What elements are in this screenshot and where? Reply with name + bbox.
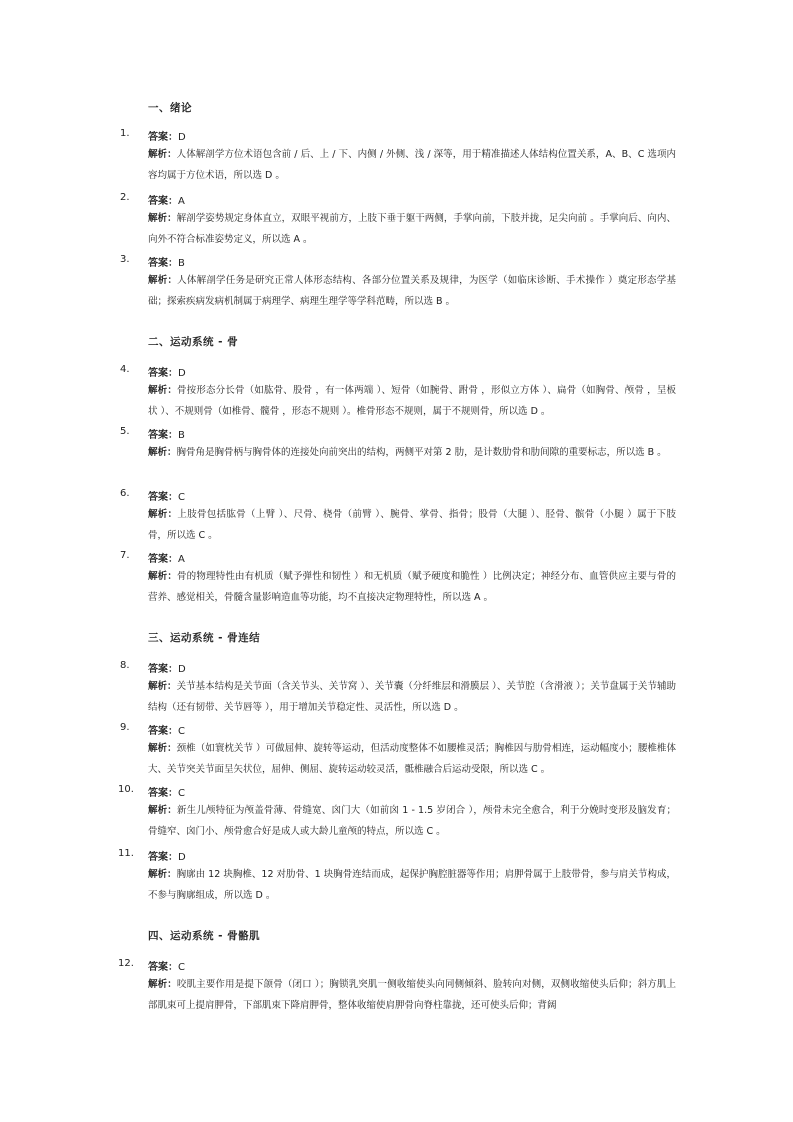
answer-line — [148, 426, 185, 441]
answer-line — [148, 784, 185, 799]
analysis-body: 关节基本结构是关节面（含关节头、关节窝 ）、关节囊（分纤维层和滑膜层 ）、关节腔（含滑液 ）；关节盘属于关节辅助结构（还有韧带、关节唇等 ），用于增加关节稳定性、灵活性，所以选 D 。 — [148, 681, 676, 713]
analysis-label: 解析： — [148, 571, 177, 582]
answer-label: 答案： — [148, 852, 178, 863]
analysis-body: 骨的物理特性由有机质（赋予弹性和韧性 ）和无机质（赋予硬度和脆性 ）比例决定；神经分布、血管供应主要与骨的营养、感觉相关，骨髓含量影响造血等功能，均不直接决定物理特性，所以选 A 。 — [148, 571, 676, 603]
analysis-text — [148, 800, 676, 842]
answer-line — [148, 128, 186, 143]
analysis-label: 解析： — [148, 149, 177, 160]
analysis-text — [148, 864, 676, 906]
question-number: 1. — [120, 128, 130, 139]
answer-value: A — [178, 554, 185, 565]
analysis-text — [148, 566, 676, 608]
analysis-text — [148, 208, 676, 250]
answer-value: C — [178, 962, 185, 973]
analysis-label: 解析： — [148, 509, 178, 520]
analysis-body: 人体解剖学任务是研究正常人体形态结构、各部分位置关系及规律，为医学（如临床诊断、手术操作 ）奠定形态学基础；探索疾病发病机制属于病理学、病理生理学等学科范畴，所以选 B 。 — [148, 275, 676, 307]
analysis-body: 人体解剖学方位术语包含前 / 后、上 / 下、内侧 / 外侧、浅 / 深等，用于精准描述人体结构位置关系，A、B、C 选项内容均属于方位术语，所以选 D 。 — [148, 149, 676, 181]
answer-label: 答案： — [148, 962, 178, 973]
analysis-body: 胸廓由 12 块胸椎、12 对肋骨、1 块胸骨连结而成，起保护胸腔脏器等作用；肩胛骨属于上肢带骨，参与肩关节构成，不参与胸廓组成，所以选 D 。 — [148, 869, 676, 901]
analysis-label: 解析： — [148, 743, 177, 754]
section-title: 四、运动系统 - 骨骼肌 — [148, 930, 261, 942]
answer-label: 答案： — [148, 196, 178, 207]
answer-value: D — [178, 368, 186, 379]
analysis-label: 解析： — [148, 805, 177, 816]
analysis-label: 解析： — [148, 385, 177, 396]
answer-line — [148, 364, 186, 379]
analysis-body: 解剖学姿势规定身体直立，双眼平视前方，上肢下垂于躯干两侧，手掌向前，下肢并拢，足尖向前 。手掌向后、向内、向外不符合标准姿势定义，所以选 A 。 — [148, 213, 676, 245]
question-number: 3. — [120, 254, 130, 265]
answer-value: C — [178, 726, 185, 737]
answer-label: 答案： — [148, 788, 178, 799]
answer-value: D — [178, 132, 186, 143]
analysis-label: 解析： — [148, 275, 178, 286]
question-number: 6. — [120, 488, 130, 499]
question-number: 4. — [120, 364, 130, 375]
answer-line — [148, 722, 185, 737]
answer-label: 答案： — [148, 664, 178, 675]
question-number: 12. — [118, 958, 134, 969]
answer-line — [148, 550, 185, 565]
question-number: 11. — [118, 848, 134, 859]
analysis-label: 解析： — [148, 979, 177, 990]
section-title: 一、绪论 — [148, 102, 192, 114]
answer-label: 答案： — [148, 554, 178, 565]
question-number: 10. — [118, 784, 134, 795]
answer-label: 答案： — [148, 258, 178, 269]
analysis-text — [148, 974, 676, 1016]
answer-line — [148, 254, 185, 269]
answer-line — [148, 660, 186, 675]
analysis-text — [148, 270, 676, 312]
answer-value: A — [178, 196, 185, 207]
answer-label: 答案： — [148, 726, 178, 737]
answer-label: 答案： — [148, 430, 178, 441]
analysis-body: 上肢骨包括肱骨（上臂 ）、尺骨、桡骨（前臂 ）、腕骨、掌骨、指骨；股骨（大腿 ）、胫骨、髌骨（小腿 ）属于下肢骨，所以选 C 。 — [148, 509, 676, 541]
question-number: 8. — [120, 660, 130, 671]
answer-value: B — [178, 258, 185, 269]
analysis-body: 骨按形态分长骨（如肱骨、股骨 ，有一体两端 ）、短骨（如腕骨、跗骨 ，形似立方体 ）、扁骨（如胸骨、颅骨 ，呈板状 ）、不规则骨（如椎骨、髋骨 ，形态不规则 ）。椎骨形态不规则，属于不规则骨，所以选 D 。 — [148, 385, 676, 417]
analysis-label: 解析： — [148, 681, 177, 692]
section-title: 二、运动系统 - 骨 — [148, 336, 239, 348]
analysis-text — [148, 380, 676, 422]
answer-value: C — [178, 492, 185, 503]
analysis-text — [148, 442, 676, 463]
analysis-text — [148, 676, 676, 718]
answer-value: D — [178, 852, 186, 863]
analysis-body: 胸骨角是胸骨柄与胸骨体的连接处向前突出的结构，两侧平对第 2 肋，是计数肋骨和肋间隙的重要标志，所以选 B 。 — [176, 447, 667, 458]
answer-value: C — [178, 788, 185, 799]
analysis-label: 解析： — [148, 869, 177, 880]
answer-line — [148, 488, 185, 503]
answer-line — [148, 192, 185, 207]
answer-value: D — [178, 664, 186, 675]
answer-label: 答案： — [148, 368, 178, 379]
answer-label: 答案： — [148, 492, 178, 503]
analysis-text — [148, 738, 676, 780]
analysis-body: 咬肌主要作用是提下颌骨（闭口 ）；胸锁乳突肌一侧收缩使头向同侧倾斜、脸转向对侧，双侧收缩使头后仰；斜方肌上部肌束可上提肩胛骨，下部肌束下降肩胛骨，整体收缩使肩胛骨向脊柱靠拢，还可使头后仰；背阔 — [148, 979, 676, 1011]
section-title: 三、运动系统 - 骨连结 — [148, 632, 261, 644]
answer-line — [148, 958, 185, 973]
analysis-body: 新生儿颅特征为颅盖骨薄、骨缝宽、囟门大（如前囟 1 - 1.5 岁闭合 ），颅骨未完全愈合，利于分娩时变形及脑发育；骨缝窄、囟门小、颅骨愈合好是成人或大龄儿童颅的特点，所以选 C 。 — [148, 805, 676, 837]
analysis-body: 颈椎（如寰枕关节 ）可做屈伸、旋转等运动，但活动度整体不如腰椎灵活；胸椎因与肋骨相连，运动幅度小；腰椎椎体大、关节突关节面呈矢状位，屈伸、侧屈、旋转运动较灵活，骶椎融合后运动受限，所以选 C 。 — [148, 743, 676, 775]
question-number: 9. — [120, 722, 130, 733]
question-number: 7. — [120, 550, 130, 561]
answer-label: 答案： — [148, 132, 178, 143]
analysis-text — [148, 144, 676, 186]
question-number: 2. — [120, 192, 130, 203]
question-number: 5. — [120, 426, 130, 437]
analysis-label: 解析： — [148, 213, 177, 224]
analysis-text — [148, 504, 676, 546]
answer-value: B — [178, 430, 185, 441]
analysis-label: 解析： — [148, 447, 177, 458]
answer-line — [148, 848, 186, 863]
